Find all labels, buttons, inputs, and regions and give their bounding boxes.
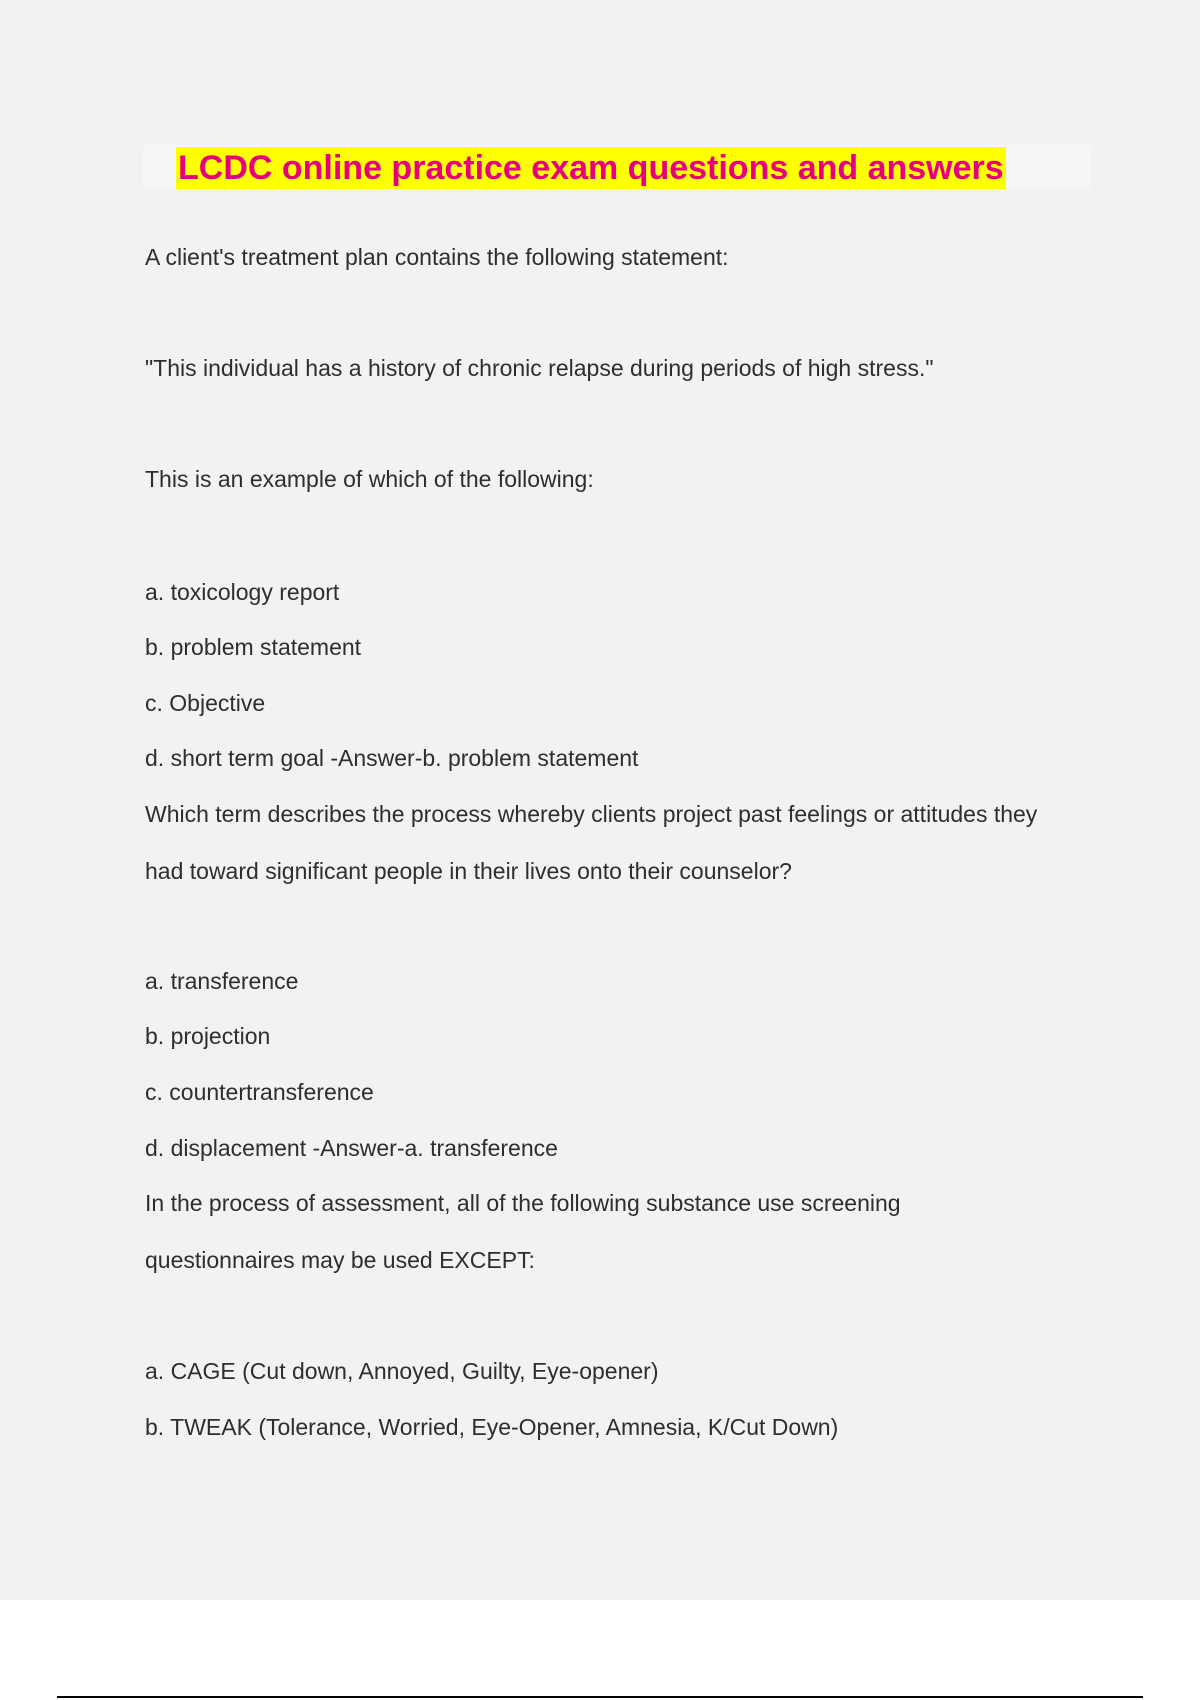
q2-option-a: a. transference	[145, 968, 299, 994]
q1-option-d-answer: d. short term goal -Answer-b. problem statement	[145, 745, 639, 771]
q1-option-c: c. Objective	[145, 690, 266, 716]
q2-question-line2: had toward significant people in their lives onto their counselor?	[145, 858, 792, 884]
q2-option-c: c. countertransference	[145, 1079, 374, 1105]
q1-question: This is an example of which of the following:	[145, 466, 594, 492]
q3-option-b: b. TWEAK (Tolerance, Worried, Eye-Opener, Amnesia, K/Cut Down)	[145, 1414, 839, 1440]
q1-option-a: a. toxicology report	[145, 579, 340, 605]
q2-option-b: b. projection	[145, 1023, 271, 1049]
document-title: LCDC online practice exam questions and answers	[178, 149, 1004, 187]
bottom-divider	[57, 1696, 1143, 1698]
q1-option-b: b. problem statement	[145, 634, 362, 660]
q3-question-line2: questionnaires may be used EXCEPT:	[145, 1247, 535, 1273]
q3-question-line1: In the process of assessment, all of the following substance use screening	[145, 1190, 901, 1216]
q2-question-line1: Which term describes the process whereby clients project past feelings or attitudes they	[145, 801, 1038, 827]
q1-intro: A client's treatment plan contains the following statement:	[145, 244, 729, 270]
q3-option-a: a. CAGE (Cut down, Annoyed, Guilty, Eye-opener)	[145, 1358, 659, 1384]
q1-quote: "This individual has a history of chronic relapse during periods of high stress."	[145, 355, 934, 381]
q2-option-d-answer: d. displacement -Answer-a. transference	[145, 1135, 558, 1161]
